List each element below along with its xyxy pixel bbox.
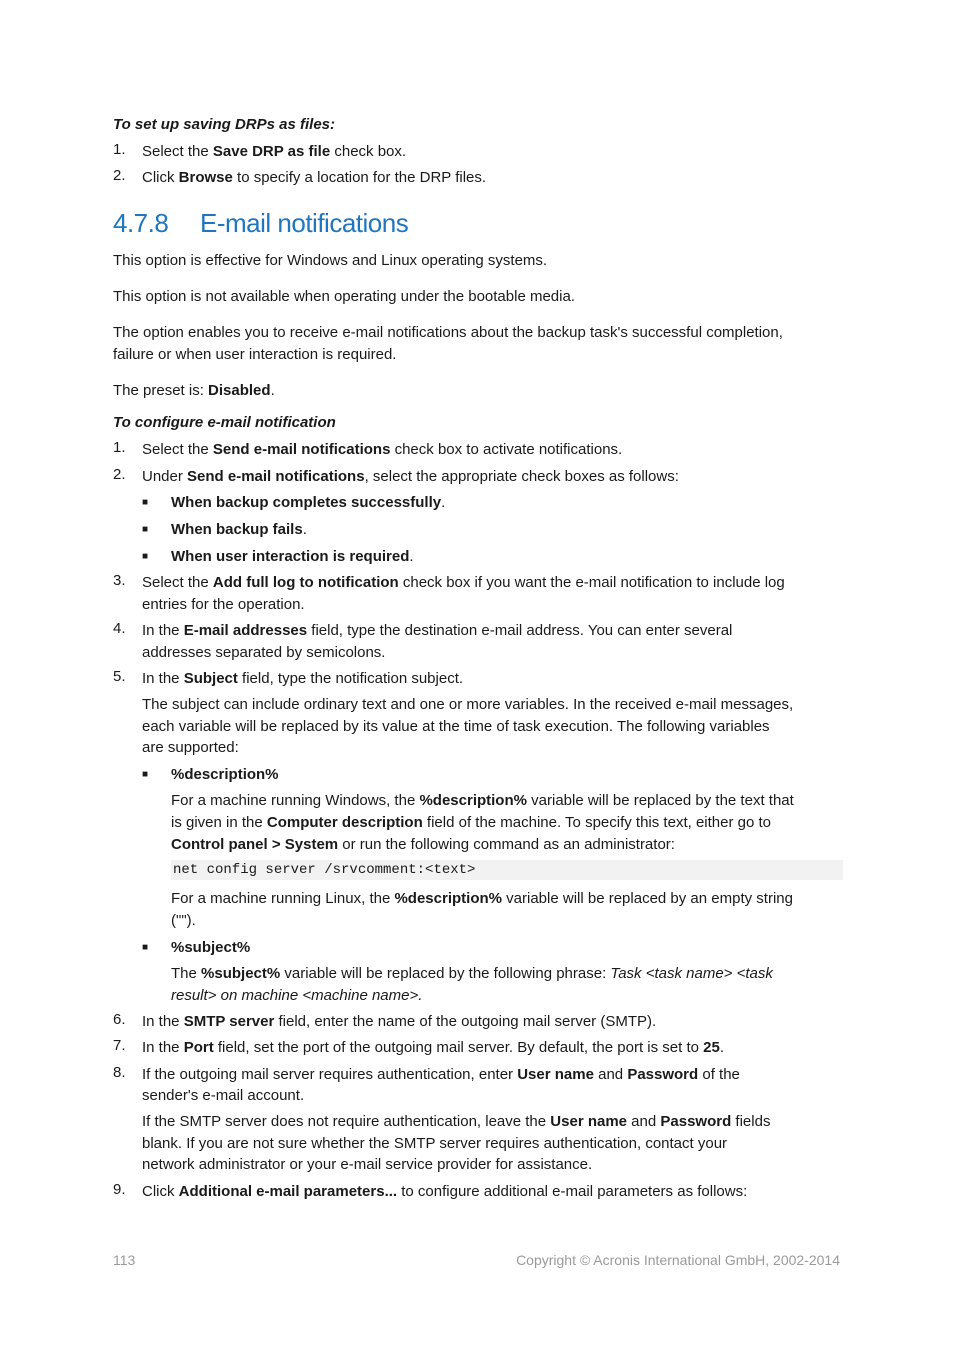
ui-label-save-drp: Save DRP as file (212, 143, 331, 160)
variable-description: ■ %description% (113, 764, 843, 786)
config-step-3: 3. Select the Add full log to notification check box if you want the e-mail notification to include log entries for the operation. (113, 572, 785, 613)
config-step-8: 8. If the outgoing mail server requires authentication, enter User name and Password of the sender's e-mail account. (113, 1064, 740, 1104)
step-number: 1. (113, 141, 126, 158)
section-heading (113, 208, 408, 239)
step-number: 2. (113, 167, 126, 184)
bullet-square-icon: ■ (142, 551, 149, 562)
bullet-square-icon: ■ (142, 497, 149, 508)
config-step-7: 7. In the Port field, set the port of the outgoing mail server. By default, the port is set to 25. (113, 1037, 724, 1056)
config-step-6: 6. In the SMTP server field, enter the name of the outgoing mail server (SMTP). (113, 1011, 657, 1030)
preset-value: Disabled (208, 382, 271, 399)
intro-paragraph-3-line-2: failure or when user interaction is required. (113, 346, 397, 363)
config-step-2: 2. Under Send e-mail notifications, select the appropriate check boxes as follows: (113, 466, 679, 485)
preset-line: The preset is: Disabled. (113, 382, 275, 399)
ui-label-browse: Browse (178, 169, 233, 186)
description-linux-note: For a machine running Linux, the %description% variable will be replaced by an empty string (""). (171, 890, 793, 929)
authentication-paragraph: If the SMTP server does not require authentication, leave the User name and Password fields blank. If you are not sure whether the SMTP server requires authentication, contact your network administrator or your e-mail service provider for assistance. (142, 1113, 771, 1173)
intro-paragraph-3-line-1: The option enables you to receive e-mail notifications about the backup task's successful completion, (113, 324, 783, 341)
bullet-item: ■ When backup fails. (113, 519, 843, 541)
bullet-item: ■ When user interaction is required. (113, 546, 843, 568)
copyright-notice: Copyright © Acronis International GmbH, 2002-2014 (516, 1252, 840, 1268)
subject-paragraph: The subject can include ordinary text and one or more variables. In the received e-mail messages, each variable will be replaced by its value at the time of task execution. The following variables are supported: (142, 696, 794, 756)
drp-step-1: 1. Select the Save DRP as file check box. (113, 141, 407, 160)
bullet-item: ■ When backup completes successfully. (113, 492, 843, 514)
command-code-block: net config server /srvcomment:<text> (171, 860, 843, 880)
bullet-square-icon: ■ (142, 524, 149, 535)
config-step-9: 9. Click Additional e-mail parameters... to configure additional e-mail parameters as follows: (113, 1181, 748, 1200)
config-step-4: 4. In the E-mail addresses field, type the destination e-mail address. You can enter several addresses separated by semicolons. (113, 620, 733, 661)
intro-paragraph-1: This option is effective for Windows and Linux operating systems. (113, 252, 548, 269)
subject-explanation: The %subject% variable will be replaced by the following phrase: Task <task name> <task result> on machine <machine name>. (171, 965, 773, 1004)
description-explanation: For a machine running Windows, the %description% variable will be replaced by the text that is given in the Computer description field of the machine. To specify this text, either go to Control panel > System or run the following command as an administrator: (171, 792, 794, 853)
bullet-square-icon: ■ (142, 942, 149, 953)
page-number: 113 (113, 1252, 136, 1268)
variable-subject: ■ %subject% (113, 937, 843, 959)
config-step-1: 1. Select the Send e-mail notifications check box to activate notifications. (113, 439, 623, 458)
bullet-square-icon: ■ (142, 769, 149, 780)
section-title: E-mail notifications (200, 208, 409, 238)
procedure-title-drp: To set up saving DRPs as files: (113, 116, 336, 133)
procedure-title-configure: To configure e-mail notification (113, 414, 336, 431)
config-step-5: 5. In the Subject field, type the notification subject. (113, 668, 464, 687)
section-number: 4.7.8 (113, 208, 169, 238)
drp-step-2: 2. Click Browse to specify a location for the DRP files. (113, 167, 487, 186)
intro-paragraph-2: This option is not available when operating under the bootable media. (113, 288, 575, 305)
